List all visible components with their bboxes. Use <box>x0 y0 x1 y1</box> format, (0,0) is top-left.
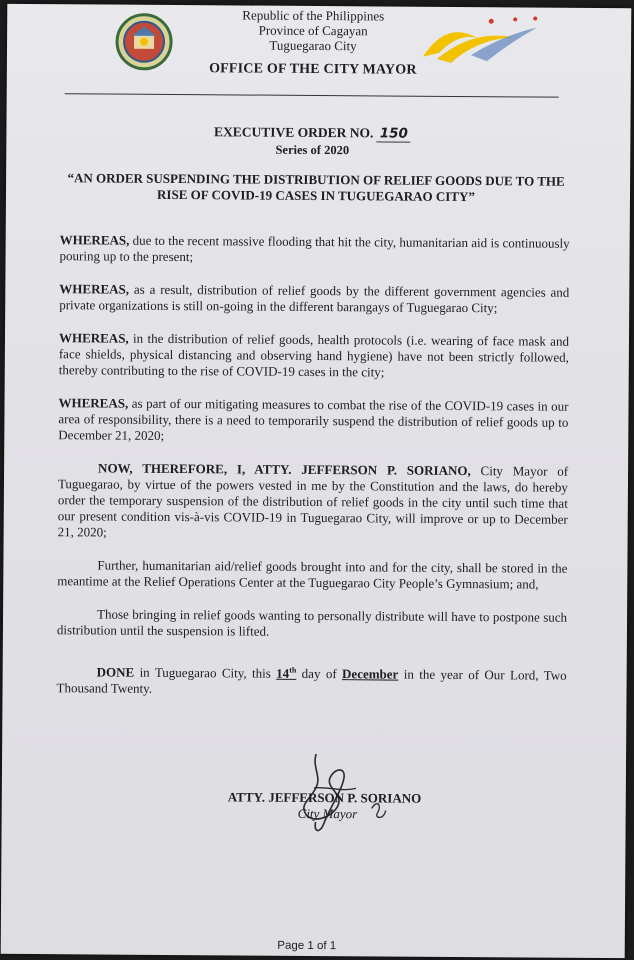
paragraph-text: City Mayor of Tuguegarao, by virtue of the powers vested in me by the Constitution and the laws, do hereby order the temporary suspension of the distribution of relief goods in the city until such time that our present condition vis-à-vis COVID-19 in Tuguegarao City, will improve or up to December 21, 2020; <box>57 463 569 540</box>
signatory-title: City Mayor <box>297 805 358 822</box>
paragraph-lead: WHEREAS, <box>58 330 129 346</box>
executive-order-label: EXECUTIVE ORDER NO. <box>213 124 374 141</box>
city-line: Tuguegarao City <box>269 37 357 54</box>
paragraph-lead: WHEREAS, <box>59 281 130 297</box>
done-paragraph <box>56 664 566 700</box>
order-body <box>56 232 569 717</box>
republic-line: Republic of the Philippines <box>242 7 385 24</box>
header-divider <box>65 93 559 97</box>
whereas-paragraph-3 <box>59 330 569 382</box>
letterhead <box>7 6 619 55</box>
whereas-paragraph-1 <box>60 232 570 268</box>
done-month: December <box>342 666 399 682</box>
document-page <box>1 4 632 958</box>
paragraph-text: as a result, distribution of relief goods by the different government agencies and private organizations is still on-going in the different barangays of Tuguegarao City; <box>59 281 570 316</box>
paragraph-text: as part of our mitigating measures to combat the rise of the COVID-19 cases in our area of responsibility, there is a need to temporarily suspend the distribution of relief goods up to December 21, 2020; <box>58 395 569 443</box>
office-title: OFFICE OF THE CITY MAYOR <box>209 61 417 78</box>
executive-order-number: 150 <box>377 125 411 142</box>
whereas-paragraph-2 <box>59 281 569 317</box>
paragraph-lead: NOW, THEREFORE, I, ATTY. JEFFERSON P. SORIANO, <box>98 460 471 479</box>
done-day-number: 14 <box>276 665 290 681</box>
paragraph-lead: WHEREAS, <box>58 395 129 411</box>
paragraph-text: day of <box>296 665 343 682</box>
paragraph-text: in the year of Our Lord, Two Thousand Twenty. <box>56 666 567 696</box>
province-line: Province of Cagayan <box>258 22 368 39</box>
whereas-paragraph-4 <box>58 395 568 447</box>
order-caption: “AN ORDER SUSPENDING THE DISTRIBUTION OF RELIEF GOODS DUE TO THE RISE OF COVID-19 CASES IN TUGUEGARAO CITY” <box>67 170 565 205</box>
paragraph-text: due to the recent massive flooding that hit the city, humanitarian aid is continuously pouring up to the present; <box>59 232 570 265</box>
done-day-suffix: th <box>289 665 297 675</box>
series-line: Series of 2020 <box>275 142 350 158</box>
page-number: Page 1 of 1 <box>277 939 337 953</box>
now-therefore-paragraph <box>58 460 569 544</box>
postpone-paragraph: Those bringing in relief goods wanting to personally distribute will have to postpone such distribution until the suspension is lifted. <box>56 606 568 639</box>
paragraph-text: in the distribution of relief goods, health protocols (i.e. wearing of face mask and face shields, physical distancing and observing hand hygiene) have not been strictly followed, thereby contributing to the rise of COVID-19 cases in the city; <box>58 330 570 380</box>
paragraph-text: in Tuguegarao City, this <box>134 664 277 681</box>
signatory-name: ATTY. JEFFERSON P. SORIANO <box>227 789 422 806</box>
paragraph-lead: DONE <box>96 664 135 680</box>
done-day <box>276 666 296 681</box>
further-paragraph: Further, humanitarian aid/relief goods brought into and for the city, shall be stored in the meantime at the Relief Operations Center at the Tuguegarao City People’s Gymnasium; and, <box>57 557 568 592</box>
paragraph-lead: WHEREAS, <box>59 232 130 248</box>
